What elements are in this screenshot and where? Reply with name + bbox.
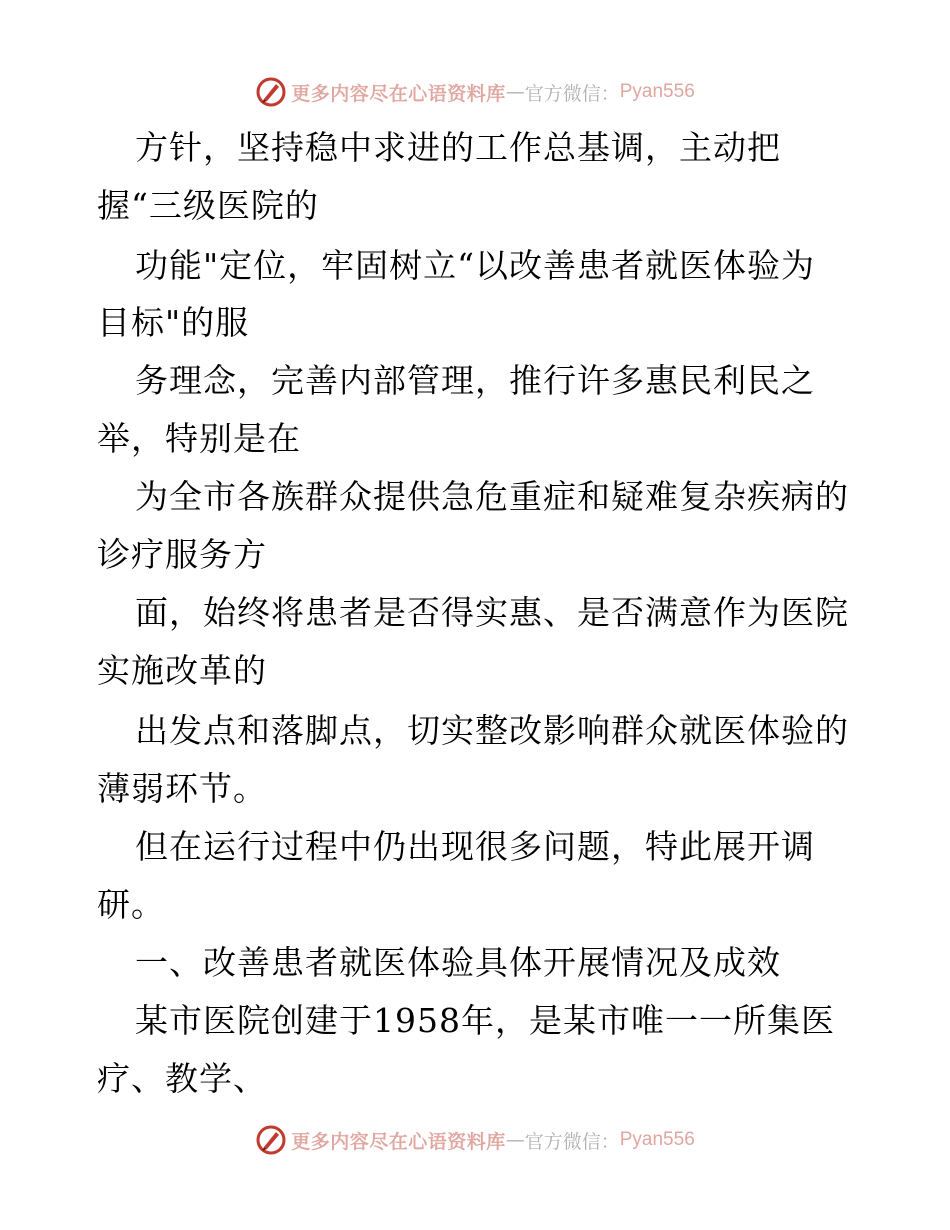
text-line: 目标"的服 (97, 303, 250, 342)
text-line: 一、改善患者就医体验具体开展情况及成效 (135, 943, 781, 982)
watermark-label: 官方微信： (524, 1130, 620, 1153)
watermark-label: 官方微信： (524, 82, 620, 105)
text-line: 出发点和落脚点，切实整改影响群众就医体验的 (135, 711, 849, 750)
text-line: 握“三级医院的 (97, 186, 319, 225)
text-line: 功能"定位，牢固树立“以改善患者就医体验为 (135, 246, 816, 285)
footer-watermark (0, 1120, 950, 1160)
watermark-dash: — (505, 81, 525, 103)
watermark-brand: 更多内容尽在心语资料库 (291, 1130, 506, 1153)
text-line: 疗、教学、 (97, 1059, 267, 1098)
text-line: 某市医院创建于1958年，是某市唯一一所集医 (135, 1001, 835, 1040)
text-line: 务理念，完善内部管理，推行许多惠民利民之 (135, 361, 815, 400)
header-watermark (0, 72, 950, 112)
text-line: 研。 (97, 885, 165, 924)
text-line: 薄弱环节。 (97, 769, 267, 808)
text-line: 方针，坚持稳中求进的工作总基调，主动把 (135, 128, 781, 167)
text-line: 面，始终将患者是否得实惠、是否满意作为医院 (135, 593, 849, 632)
text-line: 为全市各族群众提供急危重症和疑难复杂疾病的 (135, 477, 849, 516)
watermark-dash: — (505, 1129, 525, 1151)
text-line: 实施改革的 (97, 651, 267, 690)
text-line: 举，特别是在 (97, 419, 301, 458)
pen-logo-icon (255, 1124, 287, 1156)
text-line: 但在运行过程中仍出现很多问题，特此展开调 (135, 827, 815, 866)
text-line: 诊疗服务方 (97, 535, 267, 574)
watermark-brand: 更多内容尽在心语资料库 (291, 82, 506, 105)
pen-logo-icon (255, 76, 287, 108)
watermark-id: Pyan556 (619, 1129, 695, 1150)
watermark-id: Pyan556 (619, 81, 695, 102)
